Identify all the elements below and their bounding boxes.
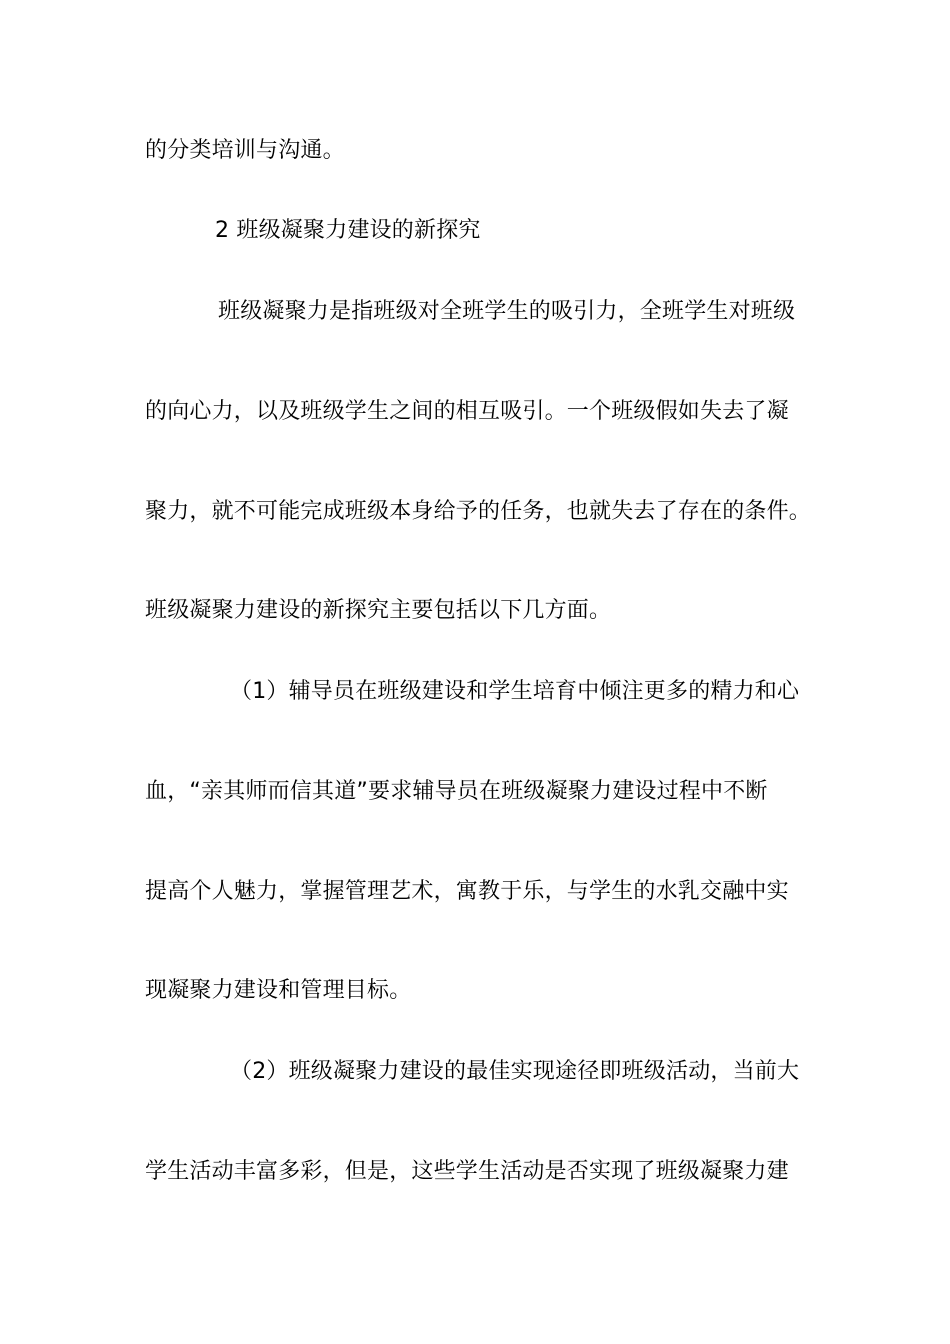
text-line: 提高个人魅力，掌握管理艺术，寓教于乐，与学生的水乳交融中实 — [145, 879, 789, 904]
text-line: 班级凝聚力是指班级对全班学生的吸引力，全班学生对班级 — [218, 299, 796, 324]
list-item: （1）辅导员在班级建设和学生培育中倾注更多的精力和心 — [230, 679, 800, 704]
text-line: 的向心力，以及班级学生之间的相互吸引。一个班级假如失去了凝 — [145, 399, 789, 424]
text-line: 现凝聚力建设和管理目标。 — [145, 978, 412, 1003]
text-line: 学生活动丰富多彩，但是，这些学生活动是否实现了班级凝聚力建 — [145, 1159, 789, 1184]
text-line: 血，“亲其师而信其道”要求辅导员在班级凝聚力建设过程中不断 — [145, 779, 768, 804]
list-item: （2）班级凝聚力建设的最佳实现途径即班级活动，当前大 — [230, 1059, 800, 1084]
text-line: 聚力，就不可能完成班级本身给予的任务，也就失去了存在的条件。 — [145, 499, 812, 524]
text-line: 班级凝聚力建设的新探究主要包括以下几方面。 — [145, 598, 612, 623]
text-line: 的分类培训与沟通。 — [145, 138, 345, 163]
section-heading: 2 班级凝聚力建设的新探究 — [215, 218, 481, 243]
